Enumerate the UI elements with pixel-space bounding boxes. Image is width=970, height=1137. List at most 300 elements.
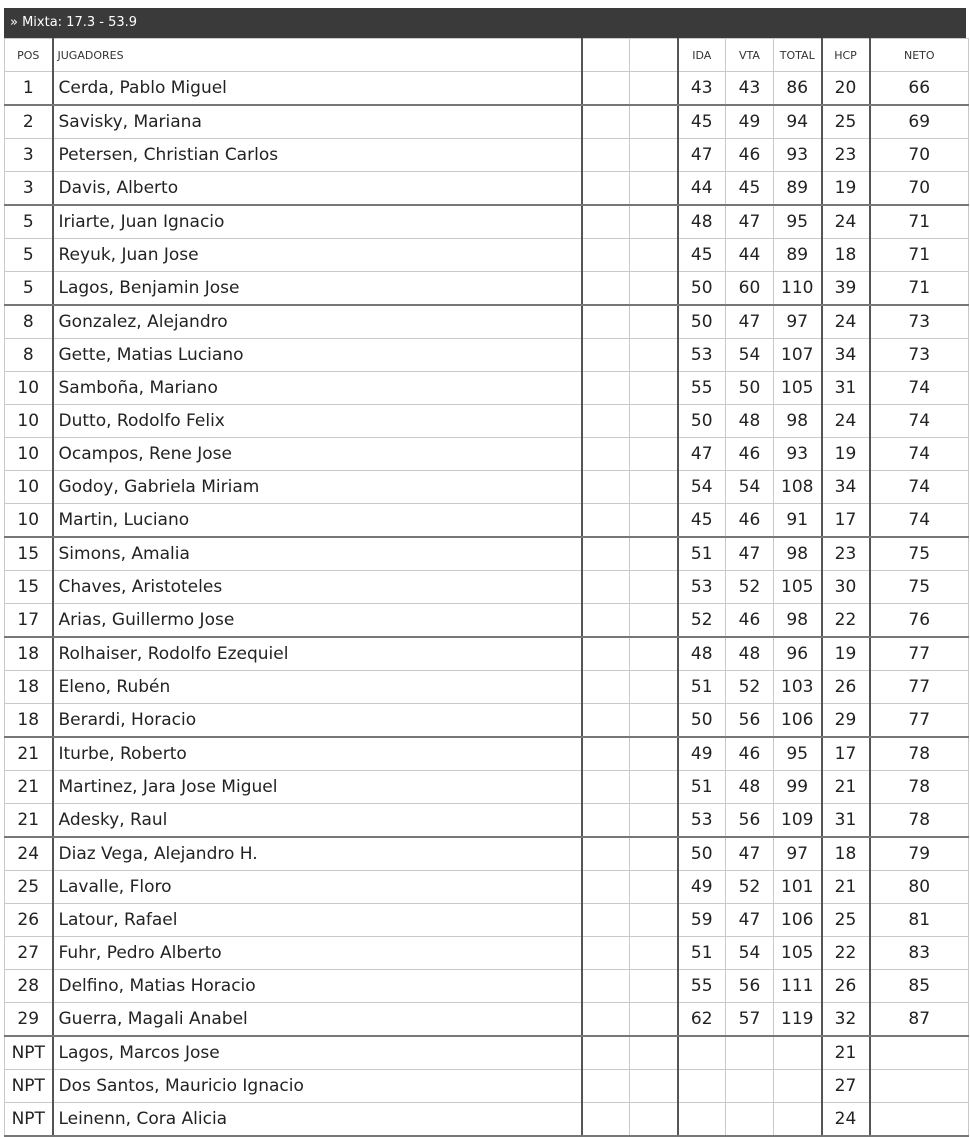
- cell-ida: 55: [678, 970, 726, 1003]
- cell-player-name: Leinenn, Cora Alicia: [53, 1103, 582, 1137]
- cell-ida: 50: [678, 704, 726, 738]
- cell-player-name: Latour, Rafael: [53, 904, 582, 937]
- cell-extra2: [630, 537, 678, 571]
- cell-hcp: 24: [822, 405, 870, 438]
- cell-pos: 15: [5, 537, 53, 571]
- cell-extra1: [582, 272, 630, 306]
- table-row: [5, 305, 969, 339]
- cell-player-name: Gonzalez, Alejandro: [53, 305, 582, 339]
- cell-ida: 51: [678, 771, 726, 804]
- cell-player-name: Dutto, Rodolfo Felix: [53, 405, 582, 438]
- cell-hcp: 22: [822, 604, 870, 638]
- cell-hcp: 31: [822, 804, 870, 838]
- cell-vta: 56: [726, 970, 774, 1003]
- cell-hcp: 26: [822, 671, 870, 704]
- cell-extra1: [582, 105, 630, 139]
- cell-extra1: [582, 737, 630, 771]
- table-row: [5, 737, 969, 771]
- col-hcp-header: HCP: [822, 39, 870, 72]
- cell-ida: 45: [678, 239, 726, 272]
- cell-extra1: [582, 438, 630, 471]
- cell-ida: 53: [678, 571, 726, 604]
- cell-extra2: [630, 804, 678, 838]
- cell-pos: 8: [5, 339, 53, 372]
- results-body: [5, 72, 969, 1137]
- cell-player-name: Godoy, Gabriela Miriam: [53, 471, 582, 504]
- cell-pos: 25: [5, 871, 53, 904]
- cell-hcp: 19: [822, 172, 870, 206]
- cell-extra2: [630, 438, 678, 471]
- cell-extra1: [582, 571, 630, 604]
- cell-pos: 18: [5, 671, 53, 704]
- cell-total: 105: [774, 372, 822, 405]
- cell-pos: NPT: [5, 1036, 53, 1070]
- cell-vta: [726, 1070, 774, 1103]
- table-row: [5, 239, 969, 272]
- cell-extra1: [582, 405, 630, 438]
- cell-player-name: Lavalle, Floro: [53, 871, 582, 904]
- cell-pos: 29: [5, 1003, 53, 1037]
- table-row: [5, 372, 969, 405]
- cell-pos: 5: [5, 272, 53, 306]
- cell-total: 108: [774, 471, 822, 504]
- cell-total: 106: [774, 904, 822, 937]
- cell-total: [774, 1070, 822, 1103]
- cell-vta: 46: [726, 737, 774, 771]
- cell-hcp: 18: [822, 239, 870, 272]
- cell-neto: 74: [870, 438, 969, 471]
- cell-extra2: [630, 471, 678, 504]
- cell-total: [774, 1036, 822, 1070]
- table-row: [5, 871, 969, 904]
- cell-extra2: [630, 1036, 678, 1070]
- cell-hcp: 19: [822, 637, 870, 671]
- cell-ida: 49: [678, 737, 726, 771]
- cell-player-name: Rolhaiser, Rodolfo Ezequiel: [53, 637, 582, 671]
- table-header-row: [5, 39, 969, 72]
- cell-vta: 54: [726, 937, 774, 970]
- results-table: [4, 38, 969, 1137]
- cell-vta: 56: [726, 804, 774, 838]
- cell-neto: 85: [870, 970, 969, 1003]
- cell-extra1: [582, 837, 630, 871]
- cell-neto: 77: [870, 637, 969, 671]
- cell-ida: 49: [678, 871, 726, 904]
- cell-player-name: Dos Santos, Mauricio Ignacio: [53, 1070, 582, 1103]
- cell-pos: NPT: [5, 1103, 53, 1137]
- cell-player-name: Guerra, Magali Anabel: [53, 1003, 582, 1037]
- cell-pos: 24: [5, 837, 53, 871]
- table-row: [5, 904, 969, 937]
- cell-extra1: [582, 205, 630, 239]
- cell-pos: 8: [5, 305, 53, 339]
- cell-player-name: Iturbe, Roberto: [53, 737, 582, 771]
- cell-neto: 78: [870, 737, 969, 771]
- cell-ida: 50: [678, 405, 726, 438]
- cell-vta: 48: [726, 771, 774, 804]
- cell-player-name: Reyuk, Juan Jose: [53, 239, 582, 272]
- cell-player-name: Gette, Matias Luciano: [53, 339, 582, 372]
- cell-extra2: [630, 737, 678, 771]
- cell-neto: 87: [870, 1003, 969, 1037]
- cell-total: 106: [774, 704, 822, 738]
- table-row: [5, 172, 969, 206]
- cell-vta: 50: [726, 372, 774, 405]
- cell-total: 105: [774, 937, 822, 970]
- table-row: [5, 72, 969, 106]
- cell-vta: 47: [726, 537, 774, 571]
- cell-vta: 57: [726, 1003, 774, 1037]
- cell-player-name: Davis, Alberto: [53, 172, 582, 206]
- cell-ida: 47: [678, 438, 726, 471]
- cell-ida: 59: [678, 904, 726, 937]
- col-neto-header: NETO: [870, 39, 969, 72]
- cell-vta: 48: [726, 637, 774, 671]
- cell-extra1: [582, 339, 630, 372]
- cell-hcp: 29: [822, 704, 870, 738]
- cell-extra2: [630, 771, 678, 804]
- cell-extra2: [630, 970, 678, 1003]
- cell-extra2: [630, 637, 678, 671]
- cell-neto: 77: [870, 704, 969, 738]
- table-row: [5, 1103, 969, 1137]
- cell-neto: 74: [870, 372, 969, 405]
- cell-neto: 83: [870, 937, 969, 970]
- cell-player-name: Fuhr, Pedro Alberto: [53, 937, 582, 970]
- cell-pos: 17: [5, 604, 53, 638]
- cell-player-name: Lagos, Marcos Jose: [53, 1036, 582, 1070]
- cell-pos: 10: [5, 438, 53, 471]
- cell-neto: 73: [870, 339, 969, 372]
- cell-hcp: 23: [822, 139, 870, 172]
- cell-extra1: [582, 305, 630, 339]
- cell-ida: 54: [678, 471, 726, 504]
- cell-neto: 79: [870, 837, 969, 871]
- cell-hcp: 39: [822, 272, 870, 306]
- cell-pos: 5: [5, 205, 53, 239]
- col-players-header: JUGADORES: [53, 39, 582, 72]
- cell-hcp: 22: [822, 937, 870, 970]
- cell-vta: 46: [726, 604, 774, 638]
- cell-neto: 80: [870, 871, 969, 904]
- table-row: [5, 272, 969, 306]
- cell-extra2: [630, 504, 678, 538]
- cell-player-name: Martinez, Jara Jose Miguel: [53, 771, 582, 804]
- cell-neto: [870, 1070, 969, 1103]
- cell-extra2: [630, 272, 678, 306]
- results-panel: [4, 8, 966, 1137]
- cell-vta: 47: [726, 904, 774, 937]
- cell-vta: 48: [726, 405, 774, 438]
- cell-vta: 47: [726, 305, 774, 339]
- cell-hcp: 19: [822, 438, 870, 471]
- table-row: [5, 937, 969, 970]
- cell-total: 93: [774, 139, 822, 172]
- table-row: [5, 671, 969, 704]
- cell-ida: 51: [678, 671, 726, 704]
- col-ida-header: IDA: [678, 39, 726, 72]
- cell-vta: 47: [726, 205, 774, 239]
- cell-total: 107: [774, 339, 822, 372]
- table-row: [5, 405, 969, 438]
- cell-extra1: [582, 1036, 630, 1070]
- cell-ida: 53: [678, 339, 726, 372]
- cell-ida: 50: [678, 837, 726, 871]
- cell-total: 105: [774, 571, 822, 604]
- cell-total: 110: [774, 272, 822, 306]
- table-row: [5, 471, 969, 504]
- cell-ida: 51: [678, 537, 726, 571]
- cell-player-name: Diaz Vega, Alejandro H.: [53, 837, 582, 871]
- cell-neto: 71: [870, 239, 969, 272]
- cell-hcp: 25: [822, 904, 870, 937]
- col-vta-header: VTA: [726, 39, 774, 72]
- cell-neto: 78: [870, 771, 969, 804]
- col-extra2-header: [630, 39, 678, 72]
- cell-total: 98: [774, 604, 822, 638]
- cell-vta: 44: [726, 239, 774, 272]
- cell-extra1: [582, 504, 630, 538]
- cell-extra1: [582, 537, 630, 571]
- cell-pos: 10: [5, 405, 53, 438]
- cell-neto: 71: [870, 205, 969, 239]
- table-row: [5, 1036, 969, 1070]
- cell-total: 93: [774, 438, 822, 471]
- cell-total: 97: [774, 837, 822, 871]
- cell-ida: 50: [678, 272, 726, 306]
- cell-ida: 55: [678, 372, 726, 405]
- cell-hcp: 32: [822, 1003, 870, 1037]
- cell-total: 109: [774, 804, 822, 838]
- category-header: » Mixta: 17.3 - 53.9: [4, 8, 966, 38]
- cell-extra1: [582, 671, 630, 704]
- cell-ida: 44: [678, 172, 726, 206]
- cell-vta: 43: [726, 72, 774, 106]
- table-row: [5, 205, 969, 239]
- cell-hcp: 30: [822, 571, 870, 604]
- cell-ida: 51: [678, 937, 726, 970]
- cell-hcp: 24: [822, 1103, 870, 1137]
- cell-extra2: [630, 904, 678, 937]
- cell-total: 91: [774, 504, 822, 538]
- col-pos-header: POS: [5, 39, 53, 72]
- cell-total: 86: [774, 72, 822, 106]
- cell-vta: 56: [726, 704, 774, 738]
- cell-neto: 70: [870, 172, 969, 206]
- cell-total: 94: [774, 105, 822, 139]
- cell-extra1: [582, 871, 630, 904]
- cell-player-name: Delfino, Matias Horacio: [53, 970, 582, 1003]
- table-row: [5, 537, 969, 571]
- cell-neto: 75: [870, 571, 969, 604]
- cell-pos: 10: [5, 471, 53, 504]
- cell-extra2: [630, 671, 678, 704]
- cell-player-name: Cerda, Pablo Miguel: [53, 72, 582, 106]
- cell-total: 98: [774, 537, 822, 571]
- cell-neto: 77: [870, 671, 969, 704]
- cell-player-name: Samboña, Mariano: [53, 372, 582, 405]
- cell-vta: 52: [726, 571, 774, 604]
- cell-extra2: [630, 571, 678, 604]
- cell-total: [774, 1103, 822, 1137]
- cell-extra1: [582, 172, 630, 206]
- cell-total: 101: [774, 871, 822, 904]
- cell-neto: 66: [870, 72, 969, 106]
- table-row: [5, 704, 969, 738]
- cell-extra2: [630, 105, 678, 139]
- cell-vta: 47: [726, 837, 774, 871]
- cell-extra1: [582, 904, 630, 937]
- cell-pos: 3: [5, 139, 53, 172]
- cell-total: 89: [774, 239, 822, 272]
- cell-vta: 52: [726, 871, 774, 904]
- cell-neto: 74: [870, 504, 969, 538]
- cell-pos: 5: [5, 239, 53, 272]
- cell-pos: 10: [5, 504, 53, 538]
- cell-player-name: Ocampos, Rene Jose: [53, 438, 582, 471]
- table-row: [5, 105, 969, 139]
- cell-hcp: 26: [822, 970, 870, 1003]
- cell-extra2: [630, 339, 678, 372]
- cell-player-name: Adesky, Raul: [53, 804, 582, 838]
- table-row: [5, 571, 969, 604]
- cell-extra2: [630, 305, 678, 339]
- cell-extra2: [630, 937, 678, 970]
- cell-player-name: Petersen, Christian Carlos: [53, 139, 582, 172]
- cell-ida: 45: [678, 504, 726, 538]
- cell-extra2: [630, 1070, 678, 1103]
- cell-vta: 54: [726, 339, 774, 372]
- cell-extra1: [582, 704, 630, 738]
- cell-total: 95: [774, 737, 822, 771]
- cell-extra1: [582, 771, 630, 804]
- cell-extra1: [582, 637, 630, 671]
- table-row: [5, 438, 969, 471]
- cell-neto: 81: [870, 904, 969, 937]
- cell-neto: 69: [870, 105, 969, 139]
- cell-vta: 46: [726, 504, 774, 538]
- cell-vta: [726, 1103, 774, 1137]
- cell-extra2: [630, 1003, 678, 1037]
- cell-hcp: 17: [822, 737, 870, 771]
- col-total-header: TOTAL: [774, 39, 822, 72]
- cell-pos: 21: [5, 804, 53, 838]
- cell-extra1: [582, 804, 630, 838]
- cell-neto: 73: [870, 305, 969, 339]
- cell-neto: 78: [870, 804, 969, 838]
- cell-extra1: [582, 604, 630, 638]
- cell-pos: 26: [5, 904, 53, 937]
- cell-hcp: 17: [822, 504, 870, 538]
- cell-ida: 48: [678, 205, 726, 239]
- cell-neto: 70: [870, 139, 969, 172]
- cell-hcp: 34: [822, 339, 870, 372]
- cell-total: 95: [774, 205, 822, 239]
- cell-vta: 49: [726, 105, 774, 139]
- cell-extra2: [630, 172, 678, 206]
- table-row: [5, 1070, 969, 1103]
- cell-pos: 28: [5, 970, 53, 1003]
- cell-extra1: [582, 1070, 630, 1103]
- cell-vta: 46: [726, 139, 774, 172]
- cell-hcp: 21: [822, 1036, 870, 1070]
- cell-total: 111: [774, 970, 822, 1003]
- cell-pos: 1: [5, 72, 53, 106]
- cell-player-name: Lagos, Benjamin Jose: [53, 272, 582, 306]
- cell-vta: 45: [726, 172, 774, 206]
- cell-hcp: 24: [822, 305, 870, 339]
- cell-vta: 60: [726, 272, 774, 306]
- cell-neto: 74: [870, 405, 969, 438]
- table-row: [5, 771, 969, 804]
- cell-ida: [678, 1036, 726, 1070]
- cell-pos: 15: [5, 571, 53, 604]
- cell-ida: 53: [678, 804, 726, 838]
- cell-total: 99: [774, 771, 822, 804]
- cell-vta: 46: [726, 438, 774, 471]
- cell-ida: 45: [678, 105, 726, 139]
- cell-extra2: [630, 405, 678, 438]
- cell-extra1: [582, 72, 630, 106]
- table-row: [5, 339, 969, 372]
- cell-player-name: Iriarte, Juan Ignacio: [53, 205, 582, 239]
- cell-extra2: [630, 1103, 678, 1137]
- cell-player-name: Martin, Luciano: [53, 504, 582, 538]
- cell-extra1: [582, 970, 630, 1003]
- cell-hcp: 21: [822, 871, 870, 904]
- cell-total: 97: [774, 305, 822, 339]
- cell-pos: 18: [5, 637, 53, 671]
- cell-player-name: Arias, Guillermo Jose: [53, 604, 582, 638]
- table-row: [5, 139, 969, 172]
- cell-extra2: [630, 704, 678, 738]
- cell-pos: 27: [5, 937, 53, 970]
- cell-extra2: [630, 72, 678, 106]
- cell-extra2: [630, 139, 678, 172]
- cell-pos: 21: [5, 771, 53, 804]
- cell-neto: 74: [870, 471, 969, 504]
- cell-hcp: 31: [822, 372, 870, 405]
- cell-hcp: 21: [822, 771, 870, 804]
- cell-hcp: 23: [822, 537, 870, 571]
- table-row: [5, 804, 969, 838]
- cell-vta: 54: [726, 471, 774, 504]
- cell-pos: 18: [5, 704, 53, 738]
- cell-extra1: [582, 139, 630, 172]
- cell-pos: 21: [5, 737, 53, 771]
- table-row: [5, 970, 969, 1003]
- cell-extra1: [582, 239, 630, 272]
- cell-player-name: Simons, Amalia: [53, 537, 582, 571]
- cell-pos: 2: [5, 105, 53, 139]
- cell-ida: 48: [678, 637, 726, 671]
- cell-total: 119: [774, 1003, 822, 1037]
- cell-extra1: [582, 1003, 630, 1037]
- cell-hcp: 20: [822, 72, 870, 106]
- cell-hcp: 25: [822, 105, 870, 139]
- cell-pos: NPT: [5, 1070, 53, 1103]
- cell-total: 89: [774, 172, 822, 206]
- cell-extra2: [630, 239, 678, 272]
- cell-total: 96: [774, 637, 822, 671]
- table-row: [5, 637, 969, 671]
- cell-hcp: 27: [822, 1070, 870, 1103]
- table-row: [5, 504, 969, 538]
- cell-extra2: [630, 604, 678, 638]
- cell-player-name: Savisky, Mariana: [53, 105, 582, 139]
- table-row: [5, 1003, 969, 1037]
- cell-hcp: 24: [822, 205, 870, 239]
